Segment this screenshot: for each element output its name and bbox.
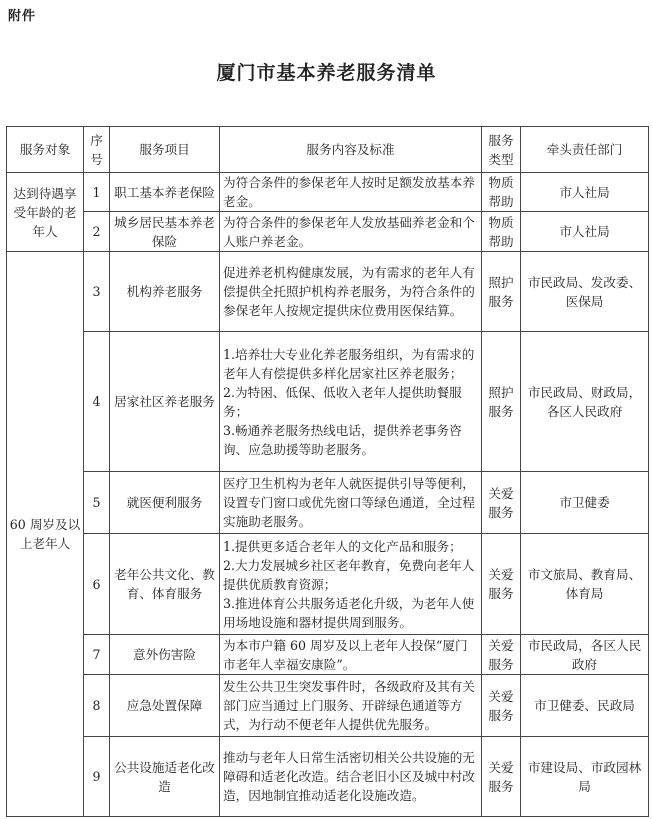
item-cell: 公共设施适老化改造 xyxy=(110,737,220,817)
type-cell: 关爱服务 xyxy=(482,472,521,534)
dept-cell: 市卫健委、民政局 xyxy=(521,675,649,737)
table-row xyxy=(7,472,649,534)
dept-cell: 市卫健委 xyxy=(521,472,649,534)
item-cell: 意外伤害险 xyxy=(110,635,220,675)
document-title: 厦门市基本养老服务清单 xyxy=(216,62,437,84)
type-cell: 关爱服务 xyxy=(482,635,521,675)
table-row xyxy=(7,173,649,212)
type-cell: 物质帮助 xyxy=(482,212,521,252)
content-cell xyxy=(220,534,482,635)
content-line: 促进养老机构健康发展，为有需求的老年人有偿提供全托照护机构养老服务，为符合条件的参保老年人按规定提供床位费用医保结算。 xyxy=(223,265,475,318)
seq-cell: 9 xyxy=(84,737,110,817)
content-cell xyxy=(220,737,482,817)
header-item: 服务项目 xyxy=(110,127,220,173)
item-cell: 居家社区养老服务 xyxy=(110,332,220,472)
type-cell: 关爱服务 xyxy=(482,675,521,737)
seq-cell: 8 xyxy=(84,675,110,737)
content-cell xyxy=(220,635,482,675)
item-cell: 职工基本养老保险 xyxy=(110,173,220,212)
dept-cell: 市人社局 xyxy=(521,212,649,252)
table-row xyxy=(7,675,649,737)
service-table xyxy=(6,126,649,817)
table-row xyxy=(7,534,649,635)
dept-cell: 市民政局、发改委、医保局 xyxy=(521,252,649,332)
table-row xyxy=(7,737,649,817)
seq-cell: 4 xyxy=(84,332,110,472)
header-target: 服务对象 xyxy=(7,127,84,173)
item-cell: 城乡居民基本养老保险 xyxy=(110,212,220,252)
content-cell xyxy=(220,332,482,472)
dept-cell: 市建设局、市政园林局 xyxy=(521,737,649,817)
content-line: 为符合条件的参保老年人按时足额发放基本养老金。 xyxy=(223,175,475,209)
type-cell: 照护服务 xyxy=(482,332,521,472)
content-line: 2.为特困、低保、低收入老年人提供助餐服务； xyxy=(223,384,462,419)
dept-cell: 市文旅局、教育局、体育局 xyxy=(521,534,649,635)
table-row xyxy=(7,635,649,675)
seq-cell: 6 xyxy=(84,534,110,635)
dept-cell: 市民政局，各区人民政府 xyxy=(521,635,649,675)
header-type: 服务类型 xyxy=(482,127,521,173)
table-row xyxy=(7,212,649,252)
type-cell: 照护服务 xyxy=(482,252,521,332)
table-row xyxy=(7,252,649,332)
type-cell: 物质帮助 xyxy=(482,173,521,212)
content-line: 2.大力发展城乡社区老年教育，免费向老年人提供优质教育资源； xyxy=(223,557,475,592)
content-cell xyxy=(220,675,482,737)
seq-cell: 3 xyxy=(84,252,110,332)
attachment-label: 附件 xyxy=(8,9,37,24)
seq-cell: 1 xyxy=(84,173,110,212)
content-line: 1.培养壮大专业化养老服务组织，为有需求的老年人有偿提供多样化居家社区养老服务； xyxy=(223,346,475,381)
content-line: 3.畅通养老服务热线电话，提供养老事务咨询、应急助援等助老服务。 xyxy=(223,422,462,457)
dept-cell: 市人社局 xyxy=(521,173,649,212)
content-line: 为符合条件的参保老年人发放基础养老金和个人账户养老金。 xyxy=(223,214,475,249)
seq-cell: 7 xyxy=(84,635,110,675)
target-cell: 60 周岁及以上老年人 xyxy=(7,252,84,817)
header-content: 服务内容及标准 xyxy=(220,127,482,173)
item-cell: 应急处置保障 xyxy=(110,675,220,737)
type-cell: 关爱服务 xyxy=(482,534,521,635)
content-cell xyxy=(220,212,482,252)
content-line: 医疗卫生机构为老年人就医提供引导等便利，设置专门窗口或优先窗口等绿色通道，全过程实施助老服务。 xyxy=(223,476,475,529)
content-line: 1.提供更多适合老年人的文化产品和服务； xyxy=(223,538,462,554)
target-cell: 达到待遇享受年龄的老年人 xyxy=(7,173,84,252)
content-cell xyxy=(220,252,482,332)
item-cell: 老年公共文化、教育、体育服务 xyxy=(110,534,220,635)
content-line: 发生公共卫生突发事件时，各级政府及其有关部门应当通过上门服务、开辟绿色通道等方式，为行动不便老年人提供优先服务。 xyxy=(223,679,475,732)
table-row xyxy=(7,332,649,472)
header-dept: 牵头责任部门 xyxy=(521,127,649,173)
content-cell xyxy=(220,472,482,534)
seq-cell: 2 xyxy=(84,212,110,252)
content-line: 为本市户籍 60 周岁及以上老年人投保“厦门市老年人幸福安康险”。 xyxy=(223,637,468,672)
type-cell: 关爱服务 xyxy=(482,737,521,817)
content-line: 3.推进体育公共服务适老化升级，为老年人使用场地设施和器材提供周到服务。 xyxy=(223,595,475,630)
dept-cell: 市民政局、财政局，各区人民政府 xyxy=(521,332,649,472)
table-header-row xyxy=(7,127,649,173)
content-cell xyxy=(220,173,482,212)
item-cell: 就医便利服务 xyxy=(110,472,220,534)
header-seq: 序号 xyxy=(84,127,110,173)
content-line: 推动与老年人日常生活密切相关公共设施的无障碍和适老化改造。结合老旧小区及城中村改造，因地制宜推动适老化设施改造。 xyxy=(223,750,475,803)
seq-cell: 5 xyxy=(84,472,110,534)
item-cell: 机构养老服务 xyxy=(110,252,220,332)
